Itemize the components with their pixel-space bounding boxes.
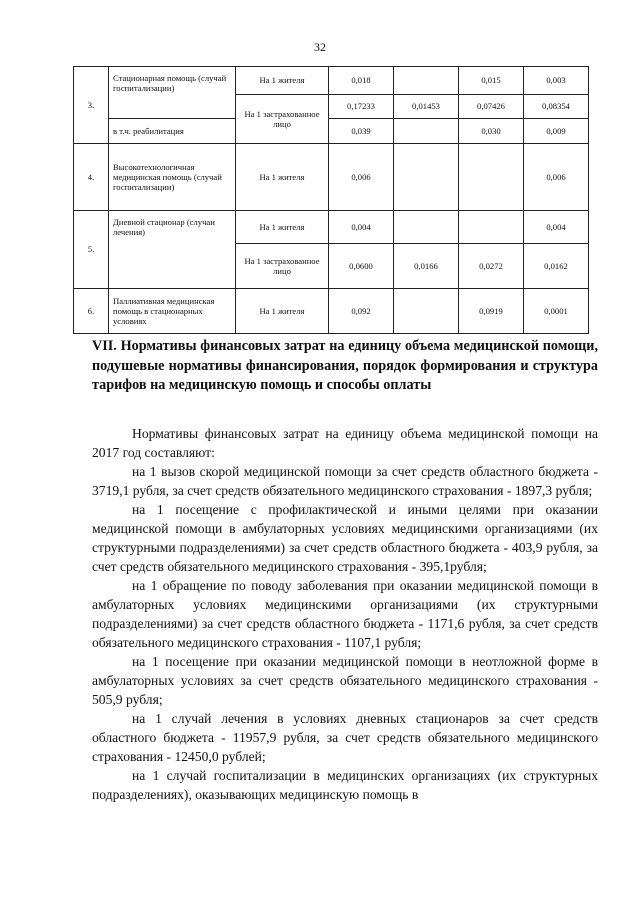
value-cell: 0,018 — [329, 67, 394, 95]
value-cell — [459, 144, 524, 211]
value-cell: 0,0600 — [329, 244, 394, 289]
page-number: 32 — [314, 40, 326, 54]
paragraph: на 1 посещение при оказании медицинской помощи в неотложной форме в амбулаторных условиях за счет средств обязательного медицинского страхования - 505,9 рубля; — [92, 654, 598, 707]
value-cell — [394, 119, 459, 144]
value-cell: 0,004 — [329, 211, 394, 244]
value-cell — [459, 211, 524, 244]
value-cell: 0,003 — [524, 67, 589, 95]
row-name: Паллиативная медицинская помощь в стационарных условиях — [109, 289, 236, 334]
value-cell: 0,030 — [459, 119, 524, 144]
value-cell — [394, 67, 459, 95]
paragraph: на 1 обращение по поводу заболевания при оказании медицинской помощи в амбулаторных условиях медицинскими организациями (их структурными подразделениями) за счет средств областного бюджета - 1171,6 рубля, за счет средств обязательного медицинского страхования - 1107,1 рубля; — [92, 578, 598, 650]
value-cell: 0,006 — [524, 144, 589, 211]
unit-cell: На 1 жителя — [236, 144, 329, 211]
value-cell: 0,039 — [329, 119, 394, 144]
section-title: VII. Нормативы финансовых затрат на единицу объема медицинской помощи, подушевые нормативы финансирования, порядок формирования и структура тарифов на медицинскую помощь и способы оплаты — [92, 338, 598, 393]
paragraph: на 1 случай госпитализации в медицинских организациях (их структурных подразделениях), оказывающих медицинскую помощь в — [92, 768, 598, 802]
unit-cell: На 1 жителя — [236, 289, 329, 334]
row-number: 4. — [74, 144, 109, 211]
value-cell: 0,07426 — [459, 95, 524, 119]
value-cell: 0,092 — [329, 289, 394, 334]
body-text — [92, 424, 598, 804]
value-cell: 0,0919 — [459, 289, 524, 334]
row-name: Высокотехнологичная медицинская помощь (случай госпитализации) — [109, 144, 236, 211]
paragraph: на 1 вызов скорой медицинской помощи за счет средств областного бюджета - 3719,1 рубля, за счет средств обязательного медицинского страхования - 1897,3 рубля; — [92, 464, 598, 498]
row-number: 6. — [74, 289, 109, 334]
value-cell: 0,004 — [524, 211, 589, 244]
value-cell: 0,0001 — [524, 289, 589, 334]
table-row — [74, 211, 589, 244]
unit-cell: На 1 жителя — [236, 211, 329, 244]
paragraph: Нормативы финансовых затрат на единицу объема медицинской помощи на 2017 год составляют: — [92, 426, 598, 460]
value-cell — [394, 211, 459, 244]
value-cell: 0,0162 — [524, 244, 589, 289]
row-number: 3. — [74, 67, 109, 144]
table-row — [74, 119, 589, 144]
paragraph: на 1 посещение с профилактической и иными целями при оказании медицинской помощи в амбулаторных условиях медицинскими организациями (их структурными подразделениями) за счет средств областного бюджета - 403,9 рубля, за счет средств обязательного медицинского страхования - 395,1рубля; — [92, 502, 598, 574]
value-cell: 0,015 — [459, 67, 524, 95]
value-cell: 0,0272 — [459, 244, 524, 289]
value-cell: 0,009 — [524, 119, 589, 144]
norms-table — [73, 66, 589, 334]
table-row — [74, 289, 589, 334]
unit-cell: На 1 застрахованное лицо — [236, 244, 329, 289]
value-cell: 0,17233 — [329, 95, 394, 119]
value-cell: 0,0166 — [394, 244, 459, 289]
paragraph: на 1 случай лечения в условиях дневных стационаров за счет средств областного бюджета - 11957,9 рубля, за счет средств обязательного медицинского страхования - 12450,0 рублей; — [92, 711, 598, 764]
row-name: Стационарная помощь (случай госпитализации) — [109, 67, 236, 119]
row-name: Дневной стационар (случаи лечения) — [109, 211, 236, 289]
value-cell: 0,006 — [329, 144, 394, 211]
row-subname: в т.ч. реабилитация — [109, 119, 236, 144]
table-row — [74, 67, 589, 95]
value-cell — [394, 144, 459, 211]
unit-cell: На 1 жителя — [236, 67, 329, 95]
value-cell — [394, 289, 459, 334]
table-row — [74, 144, 589, 211]
row-number: 5. — [74, 211, 109, 289]
value-cell: 0,08354 — [524, 95, 589, 119]
value-cell: 0,01453 — [394, 95, 459, 119]
unit-cell: На 1 застрахованное лицо — [236, 95, 329, 144]
